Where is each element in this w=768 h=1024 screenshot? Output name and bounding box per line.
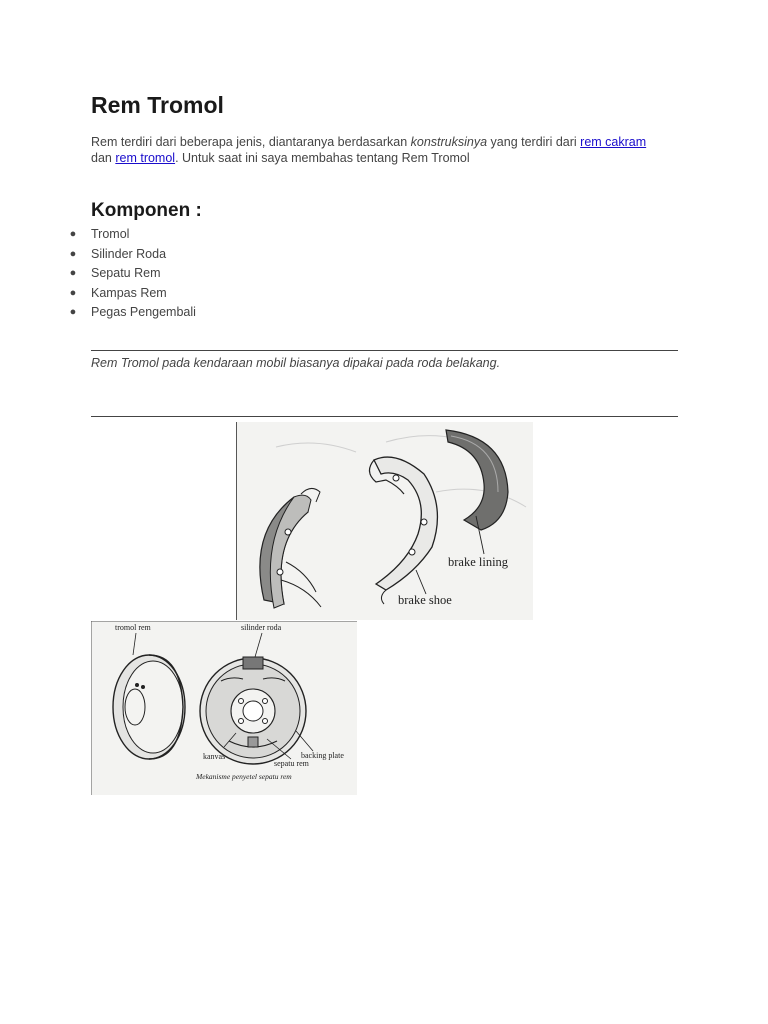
list-item-label: Tromol (91, 227, 130, 241)
bullet-icon: ● (69, 228, 77, 240)
backing-plate-label: backing plate (301, 751, 344, 760)
components-list (67, 226, 196, 324)
bullet-icon: ● (69, 267, 77, 279)
intro-text-3: dan (91, 151, 116, 165)
components-heading: Komponen : (91, 200, 202, 221)
kanvas-label: kanvas (203, 752, 226, 761)
list-item (67, 304, 196, 324)
list-item (67, 265, 196, 285)
bullet-icon: ● (69, 306, 77, 318)
brake-shoe-figure (236, 422, 533, 620)
list-item (67, 246, 196, 266)
list-item (67, 285, 196, 305)
divider-top (91, 350, 678, 351)
wheel-cylinder-drawing (243, 657, 263, 669)
tromol-rem-label: tromol rem (115, 623, 151, 632)
intro-text-1: Rem terdiri dari beberapa jenis, diantaranya berdasarkan (91, 135, 411, 149)
bullet-icon: ● (69, 247, 77, 260)
brake-lining-label: brake lining (448, 555, 509, 569)
page-title: Rem Tromol (91, 92, 224, 118)
intro-text-2: yang terdiri dari (487, 135, 581, 149)
drum-brake-figure (91, 621, 357, 795)
silinder-roda-label: silinder roda (241, 623, 282, 632)
list-item-label: Sepatu Rem (91, 266, 161, 280)
list-item-label: Pegas Pengembali (91, 305, 196, 319)
intro-text-4: . Untuk saat ini saya membahas tentang Rem Tromol (175, 151, 470, 165)
brake-drum-drawing (113, 655, 185, 759)
intro-emphasis: konstruksinya (410, 135, 488, 149)
rem-tromol-link[interactable]: rem tromol (115, 151, 176, 165)
brake-shoe-label: brake shoe (398, 593, 452, 607)
sepatu-rem-label: sepatu rem (274, 759, 309, 768)
list-item-label: Kampas Rem (91, 285, 167, 300)
divider-bottom (91, 416, 678, 417)
bullet-icon: ● (69, 286, 77, 299)
figure-caption: Mekanisme penyetel sepatu rem (196, 772, 292, 781)
list-item-label: Silinder Roda (91, 246, 167, 261)
rem-cakram-link[interactable]: rem cakram (580, 135, 647, 149)
list-item (67, 226, 196, 246)
backing-plate-drawing (200, 657, 306, 764)
caption-text: Rem Tromol pada kendaraan mobil biasanya dipakai pada roda belakang. (91, 356, 501, 370)
intro-paragraph (91, 134, 651, 166)
